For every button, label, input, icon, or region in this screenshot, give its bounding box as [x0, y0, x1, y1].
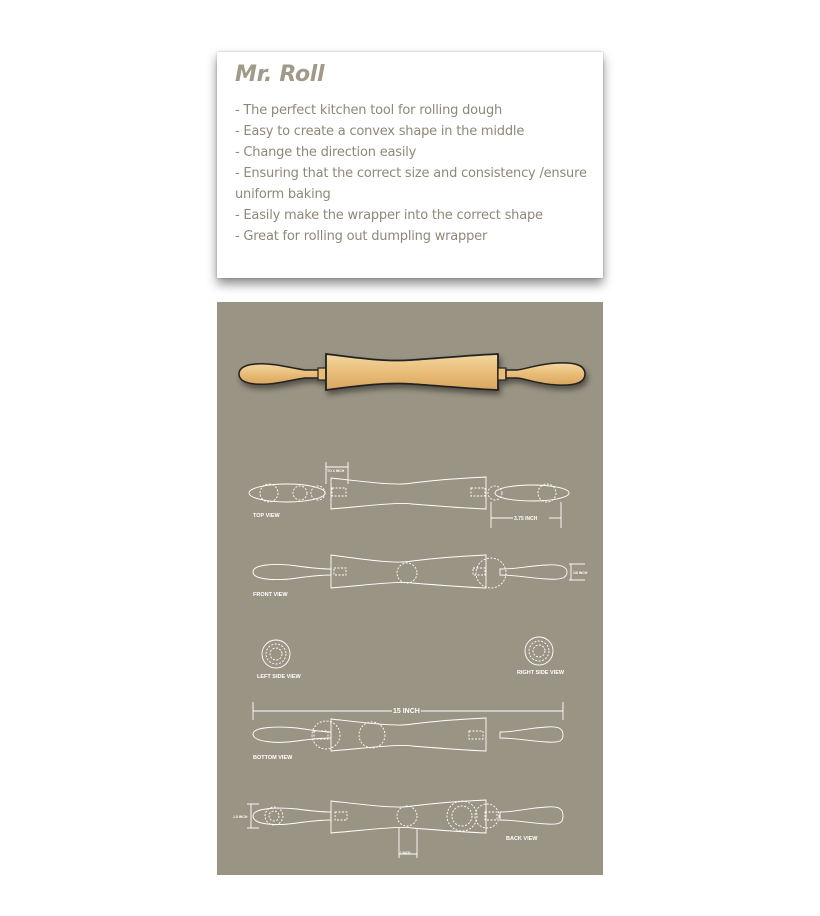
top-view-width-dimension: TO 4 INCH — [327, 469, 345, 473]
front-view-drawing — [253, 555, 585, 588]
feature-item: - Easily make the wrapper into the correct shape — [235, 208, 543, 223]
bottom-view-label: BOTTOM VIEW — [253, 755, 293, 761]
right-side-view-drawing — [525, 637, 553, 665]
back-view-diameter-dimension: 1.5 INCH — [233, 815, 248, 819]
front-view-label: FRONT VIEW — [253, 592, 288, 598]
technical-drawing-panel — [217, 302, 603, 875]
feature-item: - The perfect kitchen tool for rolling dough — [235, 103, 503, 118]
product-card — [217, 52, 603, 278]
product-title: Mr. Roll — [235, 62, 325, 87]
back-view-label: BACK VIEW — [506, 836, 538, 842]
top-view-handle-dimension: 3.75 INCH — [514, 516, 538, 522]
front-view-height-dimension: 1/8 INCH — [573, 571, 588, 575]
feature-item: - Great for rolling out dumpling wrapper — [235, 229, 488, 244]
back-view-small-dimension: 1 INCH — [400, 851, 411, 855]
left-side-view-label: LEFT SIDE VIEW — [257, 674, 301, 680]
feature-item: - Ensuring that the correct size and consistency /ensure uniform baking — [235, 166, 587, 202]
bottom-view-length-dimension: 15 INCH — [393, 708, 420, 715]
back-view-drawing — [247, 800, 563, 858]
feature-list — [235, 100, 595, 247]
right-side-view-label: RIGHT SIDE VIEW — [517, 670, 565, 676]
top-view-label: TOP VIEW — [253, 513, 280, 519]
rolling-pin-illustration — [239, 354, 585, 390]
feature-item: - Easy to create a convex shape in the middle — [235, 124, 525, 139]
feature-item: - Change the direction easily — [235, 145, 417, 160]
technical-drawing — [217, 302, 603, 875]
left-side-view-drawing — [262, 640, 290, 668]
